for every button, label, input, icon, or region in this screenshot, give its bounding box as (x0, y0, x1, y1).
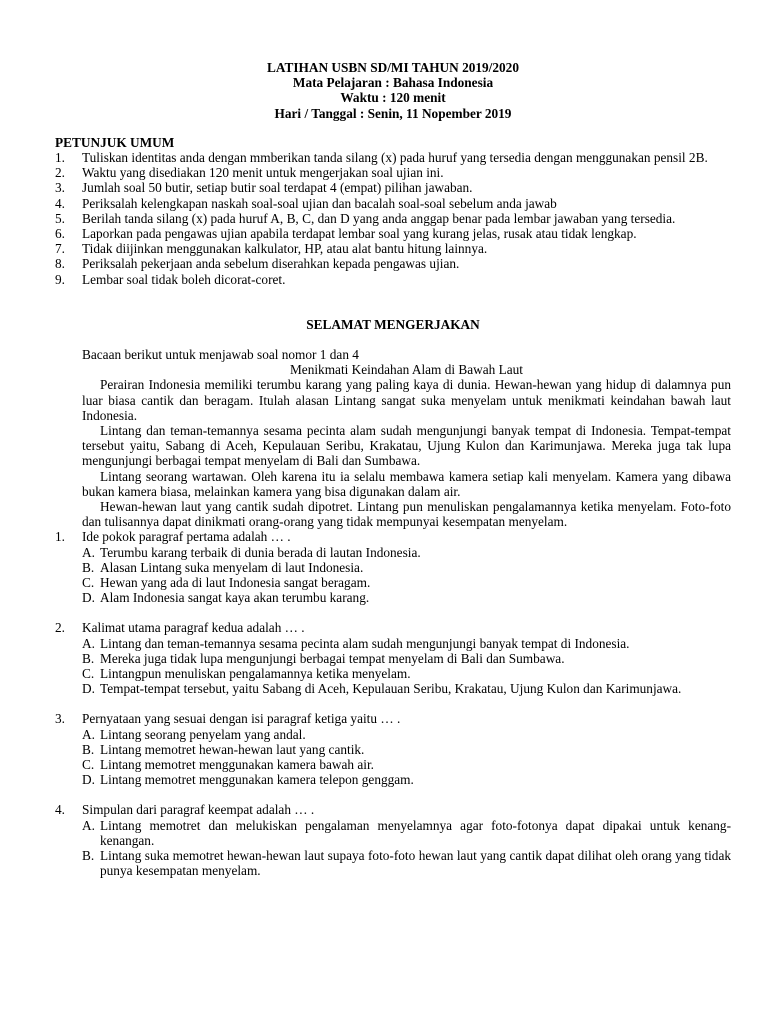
instruction-item (55, 256, 731, 271)
question-block (55, 802, 731, 878)
option-letter: A. (82, 726, 95, 742)
answer-option[interactable] (82, 848, 731, 878)
instruction-text: Berilah tanda silang (x) pada huruf A, B, C, dan D yang anda anggap benar pada lembar jawaban yang tersedia. (82, 210, 676, 226)
instruction-number: 8. (55, 256, 65, 272)
answer-option[interactable] (82, 681, 731, 696)
option-text: Mereka juga tidak lupa mengunjungi berbagai tempat menyelam di Bali dan Sumbawa. (100, 650, 565, 666)
subject-line: Mata Pelajaran : Bahasa Indonesia (292, 75, 494, 91)
question-stem (55, 802, 731, 817)
option-list (55, 818, 731, 879)
answer-option[interactable] (82, 590, 731, 605)
question-text: Pernyataan yang sesuai dengan isi paragraf ketiga yaitu … . (82, 711, 401, 727)
answer-option[interactable] (82, 545, 731, 560)
question-block (55, 620, 731, 696)
answer-option[interactable] (82, 560, 731, 575)
option-letter: B. (82, 650, 95, 666)
instruction-number: 3. (55, 180, 65, 196)
reading-paragraph: Lintang seorang wartawan. Oleh karena itu ia selalu membawa kamera setiap kali menyelam. Kamera yang dibawa bukan kamera biasa, melainkan kamera yang bisa digunakan dalam air. (82, 468, 731, 499)
option-text: Lintang dan teman-temannya sesama pecinta alam sudah mengunjungi banyak tempat di Indonesia. (100, 635, 630, 651)
instruction-item (55, 196, 731, 211)
reading-paragraph: Perairan Indonesia memiliki terumbu karang yang paling kaya di dunia. Hewan-hewan yang hidup di dalamnya pun luar biasa cantik dan beragam. Itulah alasan Lintang sangat suka menyelam untuk menikmati keindahan bawah laut Indonesia. (82, 377, 731, 423)
option-text: Lintang memotret dan melukiskan pengalaman menyelamnya agar foto-fotonya dapat dipakai untuk kenang-kenangan. (100, 817, 731, 848)
instruction-number: 1. (55, 149, 65, 165)
option-text: Lintangpun menuliskan pengalamannya ketika menyelam. (100, 666, 411, 682)
answer-option[interactable] (82, 575, 731, 590)
duration-line: Waktu : 120 menit (340, 90, 446, 106)
instruction-item (55, 226, 731, 241)
instruction-number: 2. (55, 165, 65, 181)
option-text: Terumbu karang terbaik di dunia berada di lautan Indonesia. (100, 544, 421, 560)
option-text: Lintang memotret menggunakan kamera telepon genggam. (100, 772, 414, 788)
option-letter: A. (82, 544, 95, 560)
answer-option[interactable] (82, 742, 731, 757)
option-letter: C. (82, 666, 95, 682)
option-text: Lintang memotret hewan-hewan laut yang cantik. (100, 741, 365, 757)
option-list (55, 727, 731, 788)
instruction-number: 5. (55, 210, 65, 226)
question-block (55, 711, 731, 787)
exam-title: LATIHAN USBN SD/MI TAHUN 2019/2020 (267, 60, 519, 75)
question-text: Kalimat utama paragraf kedua adalah … . (82, 620, 305, 636)
reading-paragraph: Lintang dan teman-temannya sesama pecinta alam sudah mengunjungi banyak tempat di Indonesia. Tempat-tempat tersebut yaitu, Sabang di Aceh, Kepulauan Seribu, Krakatau, Ujung Kulon dan Karimunjawa. Mereka juga tak lupa mengunjungi berbagai tempat menyelam di Bali dan Sumbawa. (82, 423, 731, 469)
answer-option[interactable] (82, 727, 731, 742)
question-number: 1. (55, 529, 65, 545)
question-number: 4. (55, 802, 65, 818)
instruction-item (55, 150, 731, 165)
question-number: 2. (55, 620, 65, 636)
option-text: Alam Indonesia sangat kaya akan terumbu karang. (100, 590, 370, 606)
option-text: Alasan Lintang suka menyelam di laut Indonesia. (100, 559, 364, 575)
question-stem (55, 711, 731, 726)
instruction-number: 7. (55, 241, 65, 257)
option-letter: D. (82, 772, 95, 788)
option-letter: B. (82, 741, 95, 757)
option-text: Lintang memotret menggunakan kamera bawah air. (100, 757, 374, 773)
instruction-item (55, 272, 731, 287)
answer-option[interactable] (82, 772, 731, 787)
instruction-text: Periksalah pekerjaan anda sebelum diserahkan kepada pengawas ujian. (82, 256, 460, 272)
instruction-number: 4. (55, 195, 65, 211)
option-letter: C. (82, 575, 95, 591)
date-line: Hari / Tanggal : Senin, 11 Nopember 2019 (274, 105, 512, 121)
greeting-heading: SELAMAT MENGERJAKAN (306, 316, 480, 332)
option-letter: A. (82, 635, 95, 651)
answer-option[interactable] (82, 651, 731, 666)
option-letter: A. (82, 817, 95, 833)
option-text: Lintang seorang penyelam yang andal. (100, 726, 306, 742)
reading-intro: Bacaan berikut untuk menjawab soal nomor 1 dan 4 (82, 346, 359, 362)
instruction-number: 9. (55, 271, 65, 287)
instruction-item (55, 180, 731, 195)
option-letter: D. (82, 681, 95, 697)
question-stem (55, 529, 731, 544)
option-list (55, 636, 731, 697)
instruction-item (55, 211, 731, 226)
answer-option[interactable] (82, 818, 731, 848)
answer-option[interactable] (82, 757, 731, 772)
option-list (55, 545, 731, 606)
instruction-item (55, 165, 731, 180)
option-text: Tempat-tempat tersebut, yaitu Sabang di Aceh, Kepulauan Seribu, Krakatau, Ujung Kulon dan Karimunjawa. (100, 681, 682, 697)
exam-page (55, 60, 731, 878)
instruction-item (55, 241, 731, 256)
instructions-list (55, 150, 731, 287)
instruction-number: 6. (55, 225, 65, 241)
reading-paragraph: Hewan-hewan laut yang cantik sudah dipotret. Lintang pun menuliskan pengalamannya ketika menyelam. Foto-foto dan tulisannya dapat dinikmati orang-orang yang tidak mempunyai kesempatan menyelam. (82, 499, 731, 530)
instruction-text: Lembar soal tidak boleh dicorat-coret. (82, 271, 286, 287)
reading-title: Menikmati Keindahan Alam di Bawah Laut (289, 362, 523, 378)
question-number: 3. (55, 711, 65, 727)
instruction-text: Laporkan pada pengawas ujian apabila terdapat lembar soal yang kurang jelas, rusak atau tidak lengkap. (82, 225, 637, 241)
instruction-text: Jumlah soal 50 butir, setiap butir soal terdapat 4 (empat) pilihan jawaban. (82, 180, 473, 196)
option-text: Lintang suka memotret hewan-hewan laut supaya foto-foto hewan laut yang cantik dapat dilihat oleh orang yang tidak punya kesempatan menyelam. (100, 848, 731, 879)
instruction-text: Periksalah kelengkapan naskah soal-soal ujian dan bacalah soal-soal sebelum anda jawab (82, 195, 557, 211)
option-letter: B. (82, 848, 95, 864)
option-letter: B. (82, 559, 95, 575)
answer-option[interactable] (82, 636, 731, 651)
question-text: Ide pokok paragraf pertama adalah … . (82, 529, 291, 545)
instruction-text: Tidak diijinkan menggunakan kalkulator, HP, atau alat bantu hitung lainnya. (82, 241, 488, 257)
option-letter: C. (82, 757, 95, 773)
question-stem (55, 620, 731, 635)
exam-header (55, 60, 731, 121)
instruction-text: Waktu yang disediakan 120 menit untuk mengerjakan soal ujian ini. (82, 165, 444, 181)
option-letter: D. (82, 590, 95, 606)
instructions-title: PETUNJUK UMUM (55, 134, 175, 150)
question-block (55, 529, 731, 605)
question-text: Simpulan dari paragraf keempat adalah … . (82, 802, 315, 818)
answer-option[interactable] (82, 666, 731, 681)
option-text: Hewan yang ada di laut Indonesia sangat beragam. (100, 575, 371, 591)
instruction-text: Tuliskan identitas anda dengan mmberikan tanda silang (x) pada huruf yang tersedia dengan menggunakan pensil 2B. (82, 149, 708, 165)
